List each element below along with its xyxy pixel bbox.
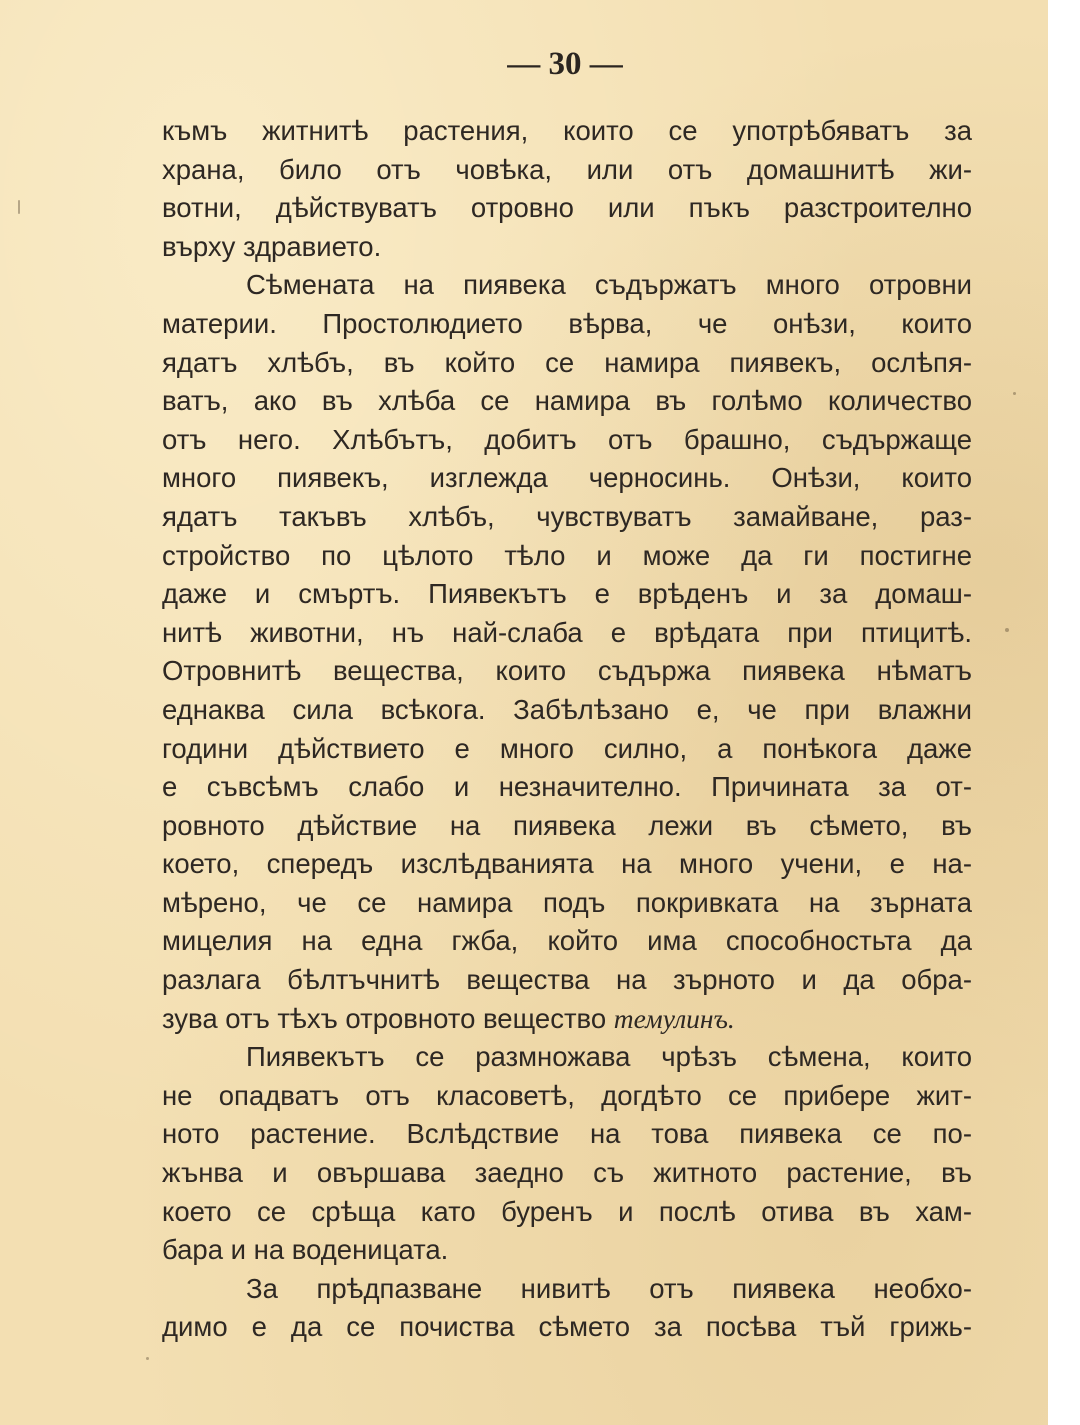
text-line: е съвсѣмъ слабо и незначително. Причината за от- <box>162 771 972 803</box>
text-line: стройство по цѣлото тѣло и може да ги постигне <box>162 539 972 571</box>
text-line: Отровнитѣ вещества, които съдържа пиявека нѣматъ <box>162 655 972 687</box>
text-line: разлага бѣлтъчнитѣ вещества на зърното и да обра- <box>162 964 972 996</box>
text-line: бара и на воденицата. <box>162 1234 449 1266</box>
text-line: нитѣ животни, нъ най-слаба е врѣдата при птицитѣ. <box>162 616 972 648</box>
text-line-final <box>162 1000 972 1039</box>
scan-speck <box>1013 392 1016 395</box>
text-line: не опадватъ отъ класоветѣ, догдѣто се прибере жит- <box>162 1079 972 1111</box>
scan-border <box>1048 0 1080 1425</box>
body-text <box>162 112 972 1347</box>
text-line: ватъ, ако въ хлѣба се намира въ голѣмо количество <box>162 385 972 417</box>
italic-term: темулинъ. <box>613 1002 735 1034</box>
text-line: еднаква сила всѣкога. Забѣлѣзано е, че при влажни <box>162 693 972 725</box>
page-number: — 30 — <box>507 46 623 82</box>
text-line: жънва и овършава заедно съ житното растение, въ <box>162 1157 972 1189</box>
text-line: къмъ житнитѣ растения, които се употрѣбяватъ за <box>162 115 972 146</box>
text-line: години дѣйствието е много силно, а понѣкога даже <box>162 732 972 764</box>
scan-speck <box>1005 628 1009 632</box>
text-line: което, спередъ изслѣдванията на много учени, е на- <box>162 848 972 880</box>
text-line: даже и смъртъ. Пиявекътъ е врѣденъ и за домаш- <box>162 578 972 610</box>
text-line: мѣрено, че се намира подъ покривката на зърната <box>162 886 972 918</box>
text-line: Пиявекътъ се размножава чрѣзъ сѣмена, които <box>246 1041 972 1073</box>
text-line: ядатъ хлѣбъ, въ който се намира пиявекъ, ослѣпя- <box>162 346 972 378</box>
text-line: върху здравието. <box>162 230 382 262</box>
text-line: мицелия на една гжба, който има способностьта да <box>162 925 972 957</box>
text-line: ното растение. Вслѣдствие на това пиявека се по- <box>162 1118 972 1150</box>
text-line: ровното дѣйствие на пиявека лежи въ сѣмето, въ <box>162 809 972 841</box>
text-line: материи. Простолюдието вѣрва, че онѣзи, които <box>162 307 972 339</box>
text-line: храна, било отъ човѣка, или отъ домашнитѣ жи- <box>162 153 972 185</box>
scan-speck <box>18 200 20 214</box>
text-line: което се срѣща като буренъ и послѣ отива въ хам- <box>162 1195 972 1227</box>
text-line: ядатъ такъвъ хлѣбъ, чувствуватъ замайване, раз- <box>162 500 972 532</box>
text-line: вотни, дѣйствуватъ отровно или пъкъ разстроително <box>162 192 972 224</box>
text-line: отъ него. Хлѣбътъ, добитъ отъ брашно, съдържаще <box>162 423 972 455</box>
text-line-start: зува отъ тѣхъ отровното вещество <box>162 1002 607 1034</box>
text-line: димо е да се почиства сѣмето за посѣва тъй грижь- <box>162 1311 972 1343</box>
scan-speck <box>146 1357 149 1360</box>
text-line: Сѣмената на пиявека съдържатъ много отровни <box>246 269 972 301</box>
text-line: За прѣдпазване нивитѣ отъ пиявека необхо- <box>246 1272 972 1304</box>
text-line: много пиявекъ, изглежда черносинь. Онѣзи, които <box>162 462 972 494</box>
